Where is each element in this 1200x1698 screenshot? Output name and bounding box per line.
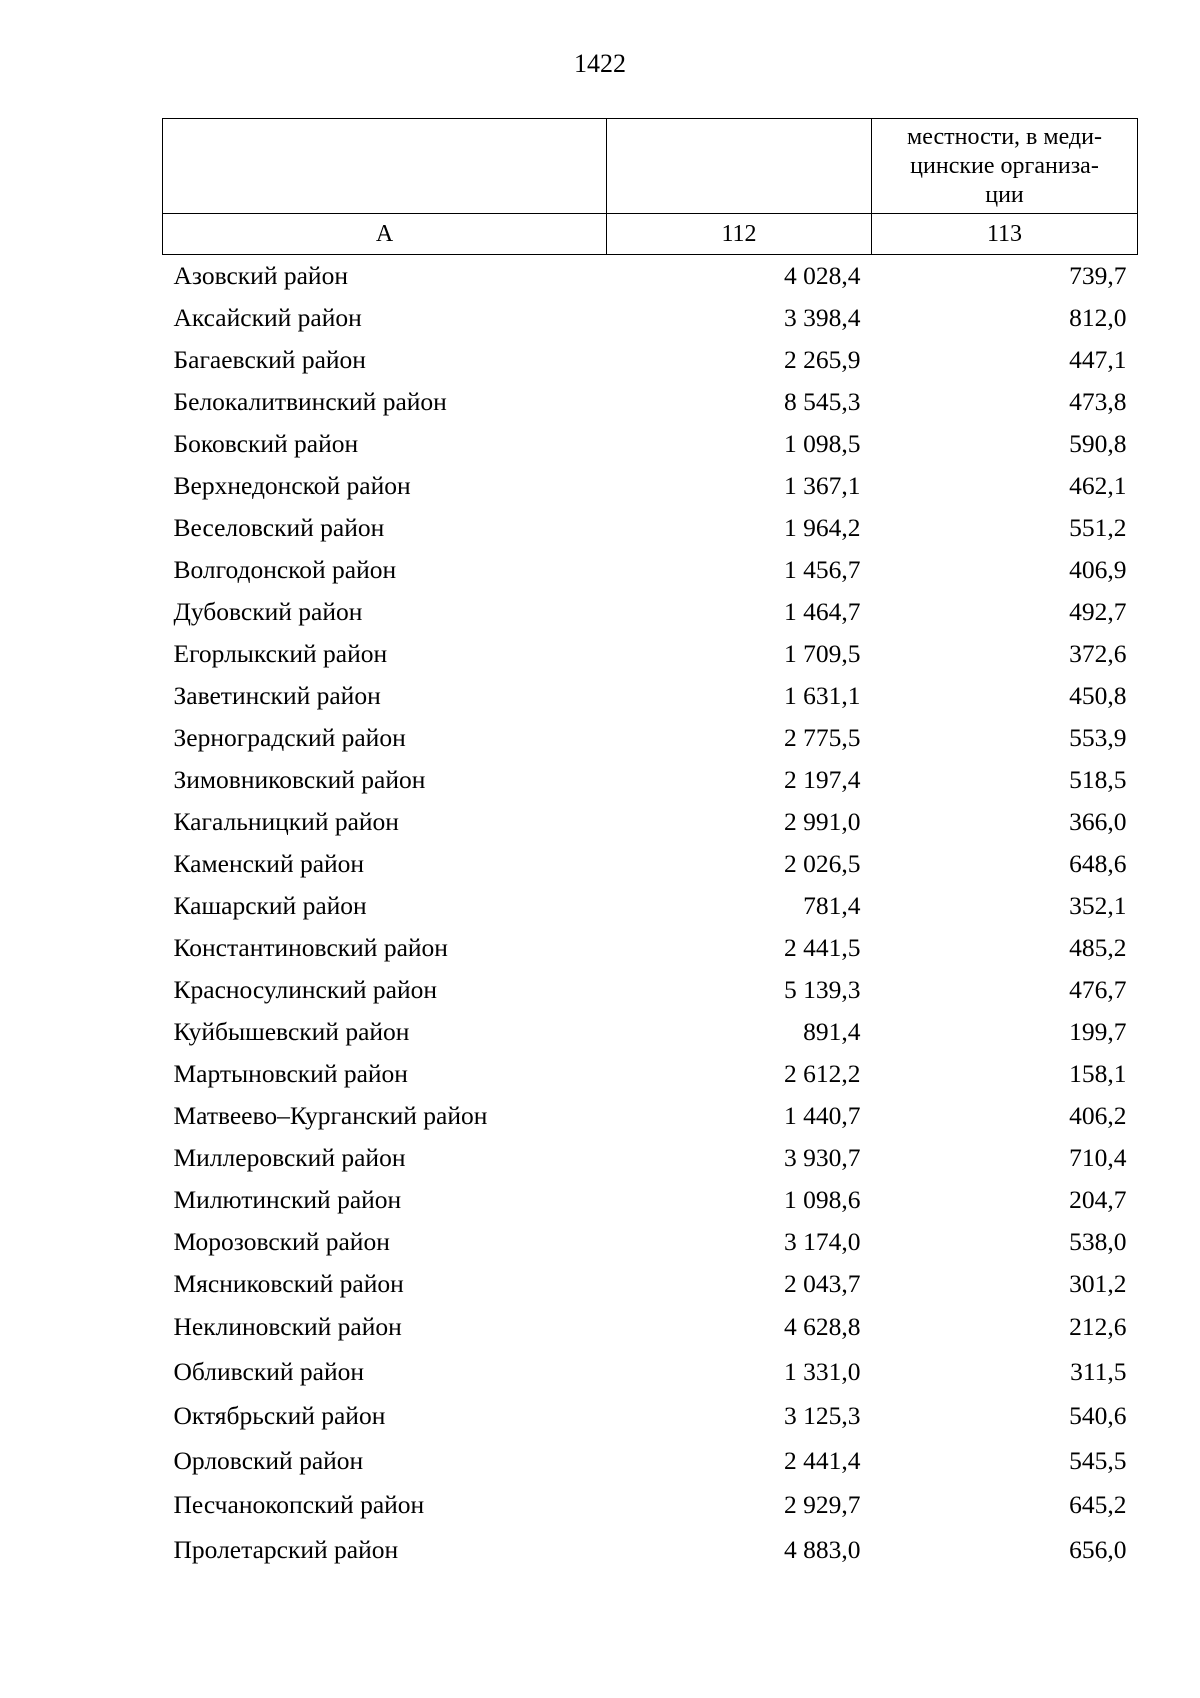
row-value-112: 1 464,7 [784,597,861,626]
table-row [163,255,1138,298]
row-value-112: 1 456,7 [784,555,861,584]
table-header [163,119,1138,255]
row-value-113: 492,7 [1069,597,1127,626]
row-district-name: Боковский район [173,429,359,458]
table-row [163,549,1138,591]
row-district-name: Багаевский район [173,345,366,374]
table-row [163,591,1138,633]
data-table [162,118,1138,1572]
header-col3-line-3: ции [985,182,1024,208]
table-row [163,969,1138,1011]
row-district-name: Константиновский район [173,933,448,962]
table-row [163,927,1138,969]
header-col1-title [163,119,607,214]
header-col1-code: А [163,214,607,255]
table-row [163,885,1138,927]
table-row [163,1137,1138,1179]
row-district-name: Орловский район [173,1445,364,1475]
row-value-112: 5 139,3 [784,975,861,1004]
header-col2-code: 112 [607,214,872,255]
table-row [163,381,1138,423]
row-value-113: 352,1 [1069,891,1127,920]
row-value-113: 447,1 [1069,345,1127,374]
header-col2-title [607,119,872,214]
row-district-name: Веселовский район [173,513,385,542]
table-row [163,759,1138,801]
data-table-container [162,118,1137,1572]
row-value-112: 2 441,5 [784,933,861,962]
table-body [163,255,1138,1573]
row-district-name: Зерноградский район [173,723,406,752]
row-value-113: 158,1 [1069,1059,1127,1088]
header-col3-line-2: цинские организа- [910,153,1099,179]
table-row [163,1095,1138,1137]
row-value-113: 812,0 [1069,303,1127,332]
row-district-name: Куйбышевский район [173,1017,410,1046]
row-district-name: Аксайский район [173,303,362,332]
table-row [163,465,1138,507]
row-district-name: Миллеровский район [173,1143,406,1172]
table-row [163,1011,1138,1053]
header-code-row [163,214,1138,255]
row-value-113: 551,2 [1069,513,1127,542]
row-value-113: 406,9 [1069,555,1127,584]
row-district-name: Кагальницкий район [173,807,399,836]
page-number: 1422 [574,49,626,78]
row-district-name: Заветинский район [173,681,381,710]
table-row [163,1263,1138,1305]
row-district-name: Матвеево–Курганский район [173,1101,488,1130]
row-district-name: Азовский район [173,261,348,290]
row-district-name: Октябрьский район [173,1401,386,1431]
row-district-name: Волгодонской район [173,555,397,584]
row-value-112: 2 026,5 [784,849,861,878]
row-value-113: 739,7 [1069,261,1127,290]
row-district-name: Пролетарский район [173,1534,399,1564]
table-row [163,1350,1138,1395]
row-value-113: 366,0 [1069,807,1127,836]
row-value-113: 301,2 [1069,1269,1127,1298]
row-value-113: 473,8 [1069,387,1127,416]
row-value-113: 485,2 [1069,933,1127,962]
row-value-112: 3 930,7 [784,1143,861,1172]
table-row [163,1179,1138,1221]
row-value-113: 545,5 [1069,1445,1127,1475]
row-district-name: Милютинский район [173,1185,402,1214]
table-row [163,507,1138,549]
row-district-name: Каменский район [173,849,365,878]
row-value-113: 199,7 [1069,1017,1127,1046]
table-row [163,339,1138,381]
row-value-112: 891,4 [803,1017,861,1046]
table-row [163,1439,1138,1484]
row-value-112: 4 028,4 [784,261,861,290]
row-value-113: 538,0 [1069,1227,1127,1256]
row-district-name: Обливский район [173,1356,365,1386]
table-row [163,1528,1138,1573]
table-row [163,423,1138,465]
row-district-name: Красносулинский район [173,975,438,1004]
row-value-112: 4 628,8 [784,1312,861,1342]
row-value-113: 311,5 [1070,1356,1127,1386]
row-value-113: 406,2 [1069,1101,1127,1130]
row-value-112: 2 775,5 [784,723,861,752]
table-row [163,1394,1138,1439]
row-value-112: 1 098,6 [784,1185,861,1214]
row-value-112: 781,4 [803,891,861,920]
row-district-name: Егорлыкский район [173,639,388,668]
row-value-112: 1 367,1 [784,471,861,500]
row-value-113: 204,7 [1069,1185,1127,1214]
row-value-113: 645,2 [1069,1490,1127,1520]
row-district-name: Верхнедонской район [173,471,411,500]
table-row [163,1305,1138,1350]
table-row [163,675,1138,717]
table-row [163,843,1138,885]
header-col3-line-1: местности, в меди- [907,124,1102,150]
row-district-name: Зимовниковский район [173,765,426,794]
row-value-112: 8 545,3 [784,387,861,416]
header-col3-code: 113 [872,214,1138,255]
header-col3-title [872,119,1138,214]
row-value-113: 553,9 [1069,723,1127,752]
row-value-113: 656,0 [1069,1534,1127,1564]
row-value-112: 4 883,0 [784,1534,861,1564]
table-row [163,801,1138,843]
row-district-name: Песчанокопский район [173,1490,425,1520]
table-row [163,717,1138,759]
row-value-112: 2 612,2 [784,1059,861,1088]
row-value-113: 450,8 [1069,681,1127,710]
row-district-name: Кашарский район [173,891,367,920]
table-row [163,633,1138,675]
row-value-113: 372,6 [1069,639,1127,668]
row-value-112: 2 265,9 [784,345,861,374]
row-value-113: 212,6 [1069,1312,1127,1342]
row-value-112: 2 197,4 [784,765,861,794]
row-value-112: 1 709,5 [784,639,861,668]
row-district-name: Белокалитвинский район [173,387,447,416]
row-district-name: Морозовский район [173,1227,390,1256]
row-value-112: 1 098,5 [784,429,861,458]
row-value-112: 3 398,4 [784,303,861,332]
row-district-name: Мартыновский район [173,1059,408,1088]
header-title-row [163,119,1138,214]
row-value-112: 1 631,1 [784,681,861,710]
row-value-113: 540,6 [1069,1401,1127,1431]
row-value-112: 2 991,0 [784,807,861,836]
table-row [163,1221,1138,1263]
row-district-name: Неклиновский район [173,1312,402,1342]
row-value-113: 518,5 [1069,765,1127,794]
row-value-112: 1 440,7 [784,1101,861,1130]
row-value-112: 3 125,3 [784,1401,861,1431]
table-row [163,1053,1138,1095]
table-row [163,297,1138,339]
table-row [163,1483,1138,1528]
row-value-112: 3 174,0 [784,1227,861,1256]
row-value-112: 1 331,0 [784,1356,861,1386]
row-value-112: 2 441,4 [784,1445,861,1475]
row-value-113: 590,8 [1069,429,1127,458]
row-district-name: Мясниковский район [173,1269,404,1298]
row-value-113: 710,4 [1069,1143,1127,1172]
row-value-112: 1 964,2 [784,513,861,542]
row-value-112: 2 929,7 [784,1490,861,1520]
row-value-112: 2 043,7 [784,1269,861,1298]
row-value-113: 476,7 [1069,975,1127,1004]
row-value-113: 462,1 [1069,471,1127,500]
row-value-113: 648,6 [1069,849,1127,878]
row-district-name: Дубовский район [173,597,363,626]
